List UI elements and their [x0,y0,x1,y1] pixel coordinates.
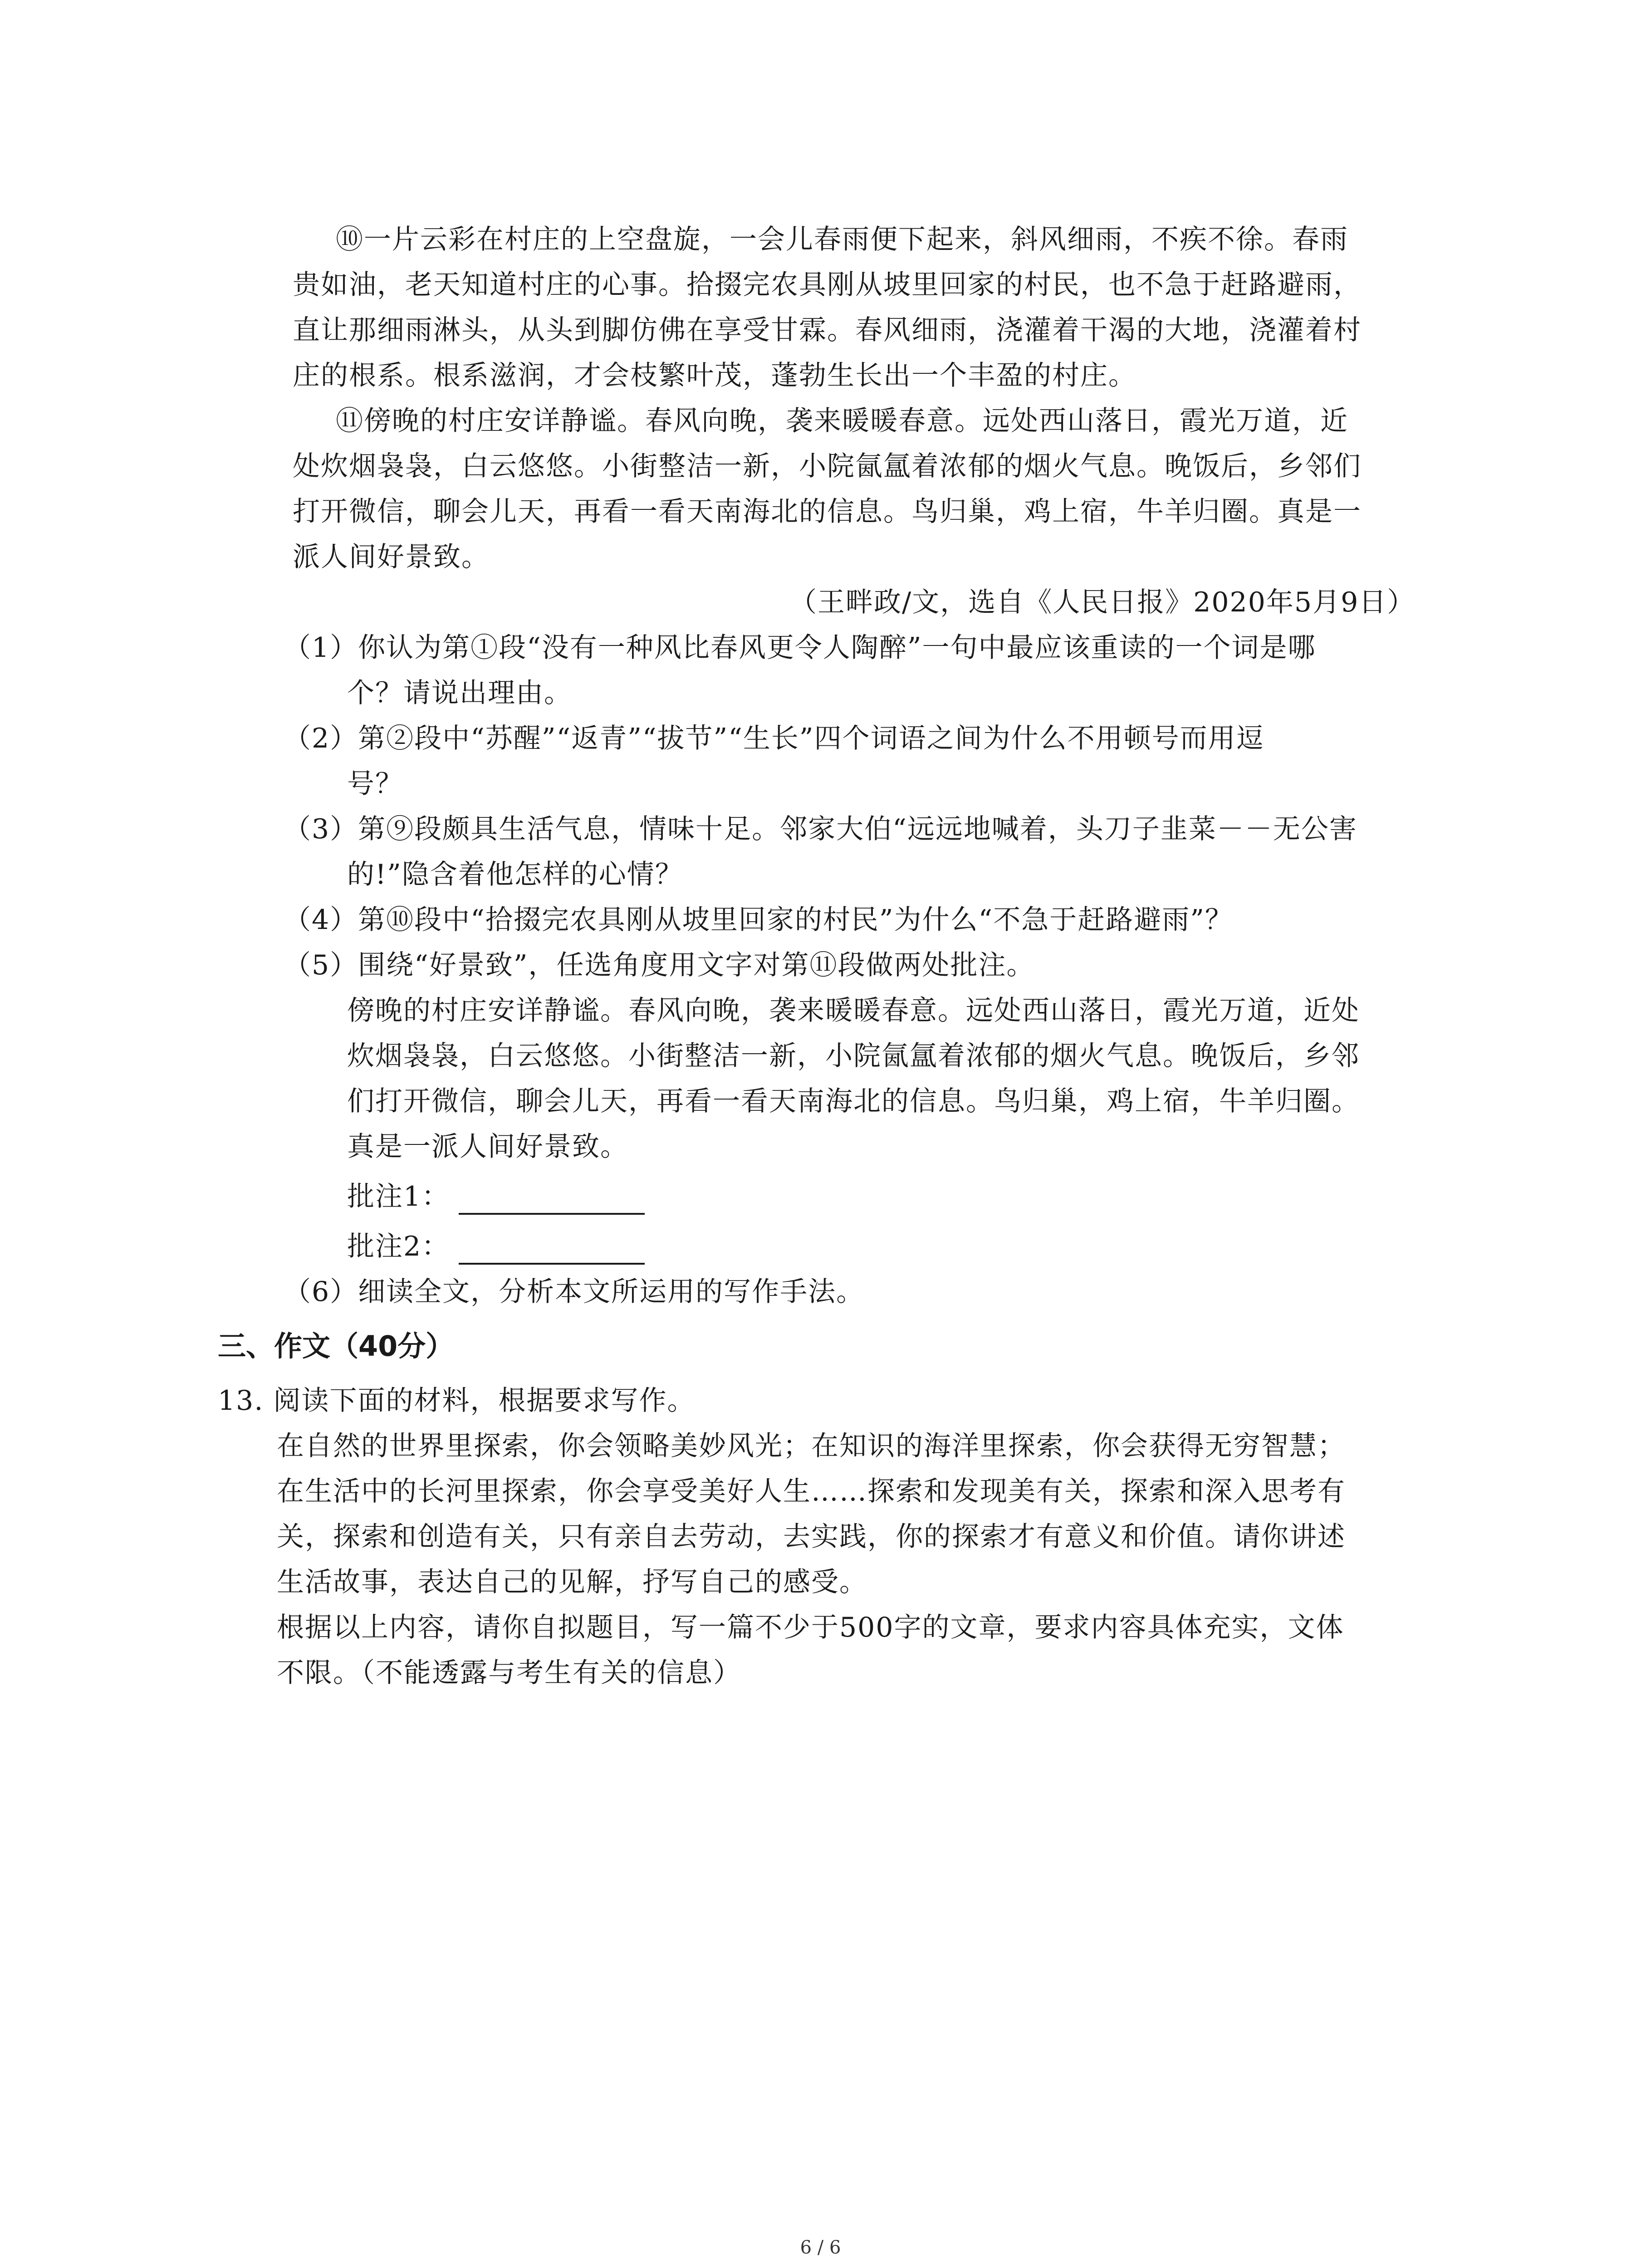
passage-p11-line-1: ⑪傍晚的村庄安详静谧。春风向晚，袭来暖暖春意。远处西山落日，霞光万道，近 [336,405,1348,437]
question-13-line-2: 在自然的世界里探索，你会领略美妙风光；在知识的海洋里探索，你会获得无穷智慧； [277,1430,1346,1462]
annotation-1-blank[interactable] [459,1185,645,1215]
question-2-line-1: （2）第②段中“苏醒”“返青”“拔节”“生长”四个词语之间为什么不用顿号而用逗 [284,723,1264,754]
section-3-title: 三、作文（40分） [218,1330,454,1363]
passage-p11-line-3: 打开微信，聊会儿天，再看一看天南海北的信息。鸟归巢，鸡上宿，牛羊归圈。真是一 [293,496,1362,528]
question-13-line-4: 关，探索和创造有关，只有亲自去劳动，去实践，你的探索才有意义和价值。请你讲述 [277,1521,1346,1553]
question-13-line-3: 在生活中的长河里探索，你会享受美好人生……探索和发现美有关，探索和深入思考有 [277,1476,1346,1507]
passage-p10-line-2: 贵如油，老天知道村庄的心事。拾掇完农具刚从坡里回家的村民，也不急于赶路避雨， [293,269,1362,301]
passage-p11-line-4: 派人间好景致。 [293,541,490,573]
question-1-line-1: （1）你认为第①段“没有一种风比春风更令人陶醉”一句中最应该重读的一个词是哪 [284,632,1316,664]
question-5-excerpt-line-2: 炊烟袅袅，白云悠悠。小街整洁一新，小院氤氲着浓郁的烟火气息。晚饭后，乡邻 [347,1040,1360,1072]
question-1-line-2: 个？请说出理由。 [347,677,572,709]
passage-p10-line-3: 直让那细雨淋头，从头到脚仿佛在享受甘霖。春风细雨，浇灌着干渴的大地，浇灌着村 [293,314,1362,346]
passage-p11-line-2: 处炊烟袅袅，白云悠悠。小街整洁一新，小院氤氲着浓郁的烟火气息。晚饭后，乡邻们 [293,450,1362,482]
annotation-2 [347,1228,645,1265]
question-3-line-1: （3）第⑨段颇具生活气息，情味十足。邻家大伯“远远地喊着，头刀子韭菜－－无公害 [284,813,1357,845]
question-3-line-2: 的!”隐含着他怎样的心情？ [347,859,683,890]
question-5-excerpt-line-1: 傍晚的村庄安详静谧。春风向晚，袭来暖暖春意。远处西山落日，霞光万道，近处 [347,995,1360,1026]
question-13-line-7: 不限。（不能透露与考生有关的信息） [277,1657,741,1689]
passage-source: （王畔政/文，选自《人民日报》2020年5月9日） [789,587,1416,618]
question-13-line-1: 13. 阅读下面的材料，根据要求写作。 [218,1385,696,1417]
annotation-2-blank[interactable] [459,1235,645,1265]
question-13-line-5: 生活故事，表达自己的见解，抒写自己的感受。 [277,1566,867,1598]
passage-p10-line-4: 庄的根系。根系滋润，才会枝繁叶茂，蓬勃生长出一个丰盈的村庄。 [293,360,1136,391]
annotation-1-label: 批注1： [347,1181,450,1212]
annotation-2-label: 批注2： [347,1231,450,1262]
question-5-excerpt-line-4: 真是一派人间好景致。 [347,1131,628,1163]
question-5: （5）围绕“好景致”，任选角度用文字对第⑪段做两处批注。 [284,949,1035,981]
question-4: （4）第⑩段中“拾掇完农具刚从坡里回家的村民”为什么“不急于赶路避雨”？ [284,904,1233,936]
passage-p10-line-1: ⑩一片云彩在村庄的上空盘旋，一会儿春雨便下起来，斜风细雨，不疾不徐。春雨 [336,224,1348,255]
question-6: （6）细读全文，分析本文所运用的写作手法。 [284,1276,865,1308]
page-number: 6 / 6 [800,2237,841,2258]
annotation-1 [347,1178,645,1215]
question-13-line-6: 根据以上内容，请你自拟题目，写一篇不少于500字的文章，要求内容具体充实，文体 [277,1612,1344,1643]
question-5-excerpt-line-3: 们打开微信，聊会儿天，再看一看天南海北的信息。鸟归巢，鸡上宿，牛羊归圈。 [347,1085,1360,1117]
question-2-line-2: 号？ [347,768,403,800]
